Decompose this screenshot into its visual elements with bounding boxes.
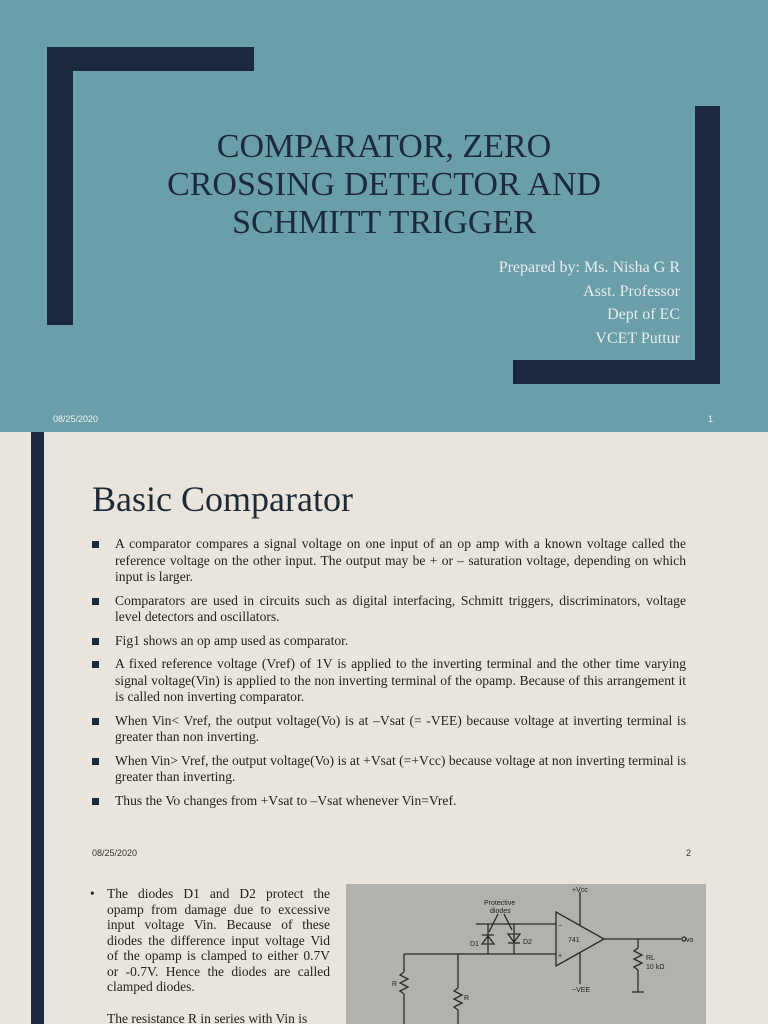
slide-date: 08/25/2020 — [53, 414, 99, 424]
bullet-text: Fig1 shows an op amp used as comparator. — [115, 632, 349, 648]
bullet-item — [92, 713, 686, 746]
bullet-text: Thus the Vo changes from +Vsat to –Vsat whenever Vin=Vref. — [115, 792, 457, 808]
diagram-label: 741 — [568, 937, 580, 944]
presenter-info — [499, 256, 680, 350]
paragraph — [90, 886, 330, 995]
slide-text — [90, 886, 330, 1024]
slide-number: 1 — [708, 414, 714, 424]
content-slide-clamp-diodes — [0, 864, 768, 1024]
square-bullet-icon — [92, 638, 99, 645]
diagram-label: diodes — [490, 908, 511, 915]
bullet-text: When Vin< Vref, the output voltage(Vo) is at –Vsat (= -VEE) because voltage at inverting terminal is greater than non inverting. — [115, 712, 686, 744]
bullet-text: A comparator compares a signal voltage on one input of an op amp with a known voltage called the reference voltage on the other input. The output may be + or – saturation voltage, depending on which input is larger. — [115, 536, 686, 584]
bullet-item — [92, 536, 686, 586]
presenter-line: VCET Puttur — [595, 329, 680, 347]
bullet-list — [92, 536, 686, 816]
square-bullet-icon — [92, 798, 99, 805]
square-bullet-icon — [92, 541, 99, 548]
diagram-label: −VEE — [572, 987, 591, 994]
diagram-label: + — [558, 953, 563, 960]
slide-title: Basic Comparator — [92, 479, 353, 519]
bullet-item — [92, 793, 686, 810]
title-line: SCHMITT TRIGGER — [232, 204, 536, 241]
diagram-label: +Vcc — [572, 887, 588, 894]
content-slide-basic-comparator — [0, 432, 768, 864]
bullet-text: A fixed reference voltage (Vref) of 1V is applied to the inverting terminal and the other time varying signal voltage(Vin) is applied to the non inverting terminal of the opamp. Because of this arrangement it is called non inverting comparator. — [115, 656, 686, 704]
presenter-line: Prepared by: Ms. Nisha G R — [498, 259, 680, 276]
diagram-label: RL — [646, 955, 655, 962]
presentation-title — [120, 128, 648, 242]
slide-left-accent-bar — [31, 864, 44, 1024]
diagram-label: D1 — [470, 941, 479, 948]
slide-date: 08/25/2020 — [92, 848, 138, 858]
diagram-label: vo — [686, 937, 694, 944]
diagram-label: Protective — [484, 900, 516, 907]
title-line: CROSSING DETECTOR AND — [167, 166, 601, 203]
presenter-line: Dept of EC — [607, 306, 680, 323]
square-bullet-icon — [92, 758, 99, 765]
bullet-item — [92, 593, 686, 626]
square-bullet-icon — [92, 598, 99, 605]
diagram-label: − — [558, 923, 563, 930]
paragraph-text: The diodes D1 and D2 protect the opamp from damage due to excessive input voltage Vin. Because of these diodes the difference input voltage Vid of the opamp is clamped to either 0.7V or -0.7V. Hence the diodes are called clamped diodes. — [107, 886, 330, 994]
paragraph-text: The resistance R in series with Vin is — [107, 1010, 308, 1024]
bullet-item — [92, 633, 686, 650]
frame-bar-top-left-horizontal — [47, 47, 254, 71]
circuit-photo — [346, 884, 706, 1024]
title-slide — [0, 0, 768, 432]
diagram-label: R — [464, 995, 470, 1002]
bullet-text: When Vin> Vref, the output voltage(Vo) is at +Vsat (=+Vcc) because voltage at non inverting terminal is greater than inverting. — [115, 752, 686, 784]
presenter-line: Asst. Professor — [583, 282, 680, 300]
frame-bar-bottom-right-horizontal — [513, 360, 720, 384]
bullet-text: Comparators are used in circuits such as digital interfacing, Schmitt triggers, discriminators, voltage level detectors and oscillators. — [115, 592, 686, 624]
square-bullet-icon — [92, 661, 99, 668]
frame-bar-bottom-right-vertical — [695, 106, 720, 384]
diagram-label: 10 kΩ — [646, 964, 665, 971]
diagram-label: R — [392, 981, 398, 988]
diagram-label: D2 — [523, 939, 532, 946]
square-bullet-icon — [92, 718, 99, 725]
title-line: COMPARATOR, ZERO — [216, 128, 552, 165]
slide-left-accent-bar — [31, 432, 44, 864]
comparator-circuit-diagram — [346, 884, 706, 1024]
paragraph — [90, 1011, 330, 1024]
slide-number: 2 — [686, 848, 692, 858]
bullet-dot-icon: • — [90, 886, 95, 901]
bullet-item — [92, 656, 686, 706]
frame-bar-top-left-vertical — [47, 47, 73, 325]
bullet-item — [92, 753, 686, 786]
